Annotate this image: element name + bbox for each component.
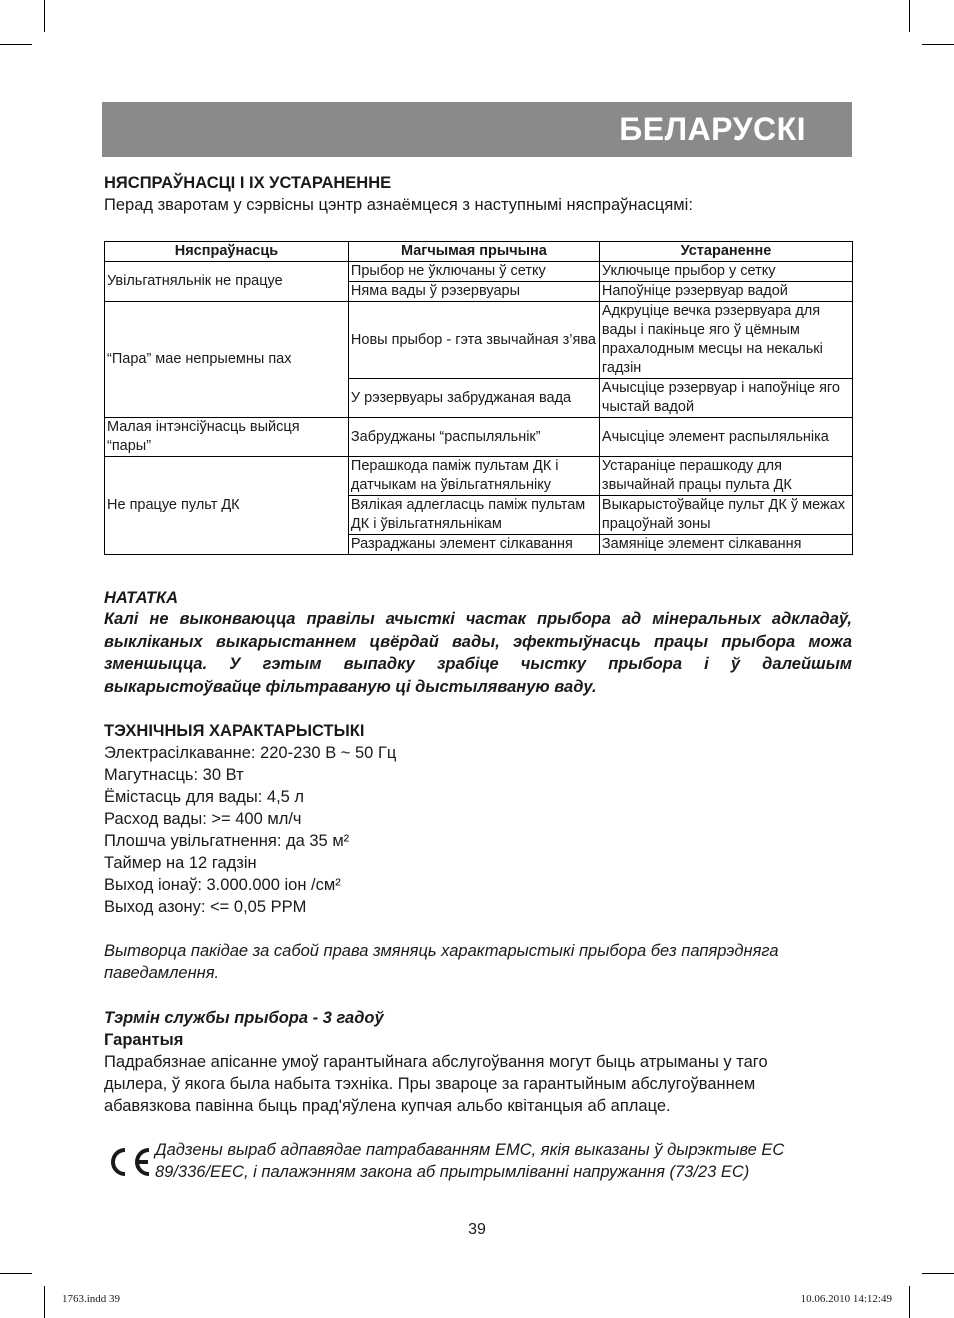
crop-mark xyxy=(44,0,45,32)
cause-cell: Няма вады ў рэзервуары xyxy=(348,282,599,302)
compliance-line: Дадзены выраб адпавядае патрабаванням EMC, якія выказаны ў дырэктыве EC xyxy=(155,1141,785,1159)
crop-mark xyxy=(922,1273,954,1274)
fix-cell: Ачысціце рэзервуар і напоўніце яго чыстай вадой xyxy=(599,379,852,418)
troubleshooting-table xyxy=(104,241,853,555)
crop-mark xyxy=(44,1286,45,1318)
cause-cell: Новы прыбор - гэта звычайная з’ява xyxy=(348,302,599,379)
file-slug: 1763.indd 39 xyxy=(62,1293,121,1305)
disclaimer-line: паведамлення. xyxy=(104,964,220,982)
specs-heading: ТЭХНІЧНЫЯ ХАРАКТАРЫСТЫКІ xyxy=(104,722,365,740)
cause-cell: Забруджаны “распыляльнік” xyxy=(348,418,599,457)
crop-mark xyxy=(909,1286,910,1318)
crop-mark xyxy=(0,44,32,45)
spec-line: Магутнасць: 30 Вт xyxy=(104,766,244,784)
fix-cell: Напоўніце рэзервуар вадой xyxy=(599,282,852,302)
fix-cell: Устараніце перашкоду для звычайнай працы пульта ДК xyxy=(599,457,852,496)
service-life: Тэрмін службы прыбора - 3 гадоў xyxy=(104,1009,384,1027)
column-header: Няспраўнасць xyxy=(105,242,349,262)
crop-mark xyxy=(922,44,954,45)
table-row xyxy=(105,302,853,379)
warranty-line: Падрабязнае апісанне умоў гарантыйнага абслугоўвання могут быць атрыманы у таго xyxy=(104,1053,768,1071)
fix-cell: Выкарыстоўвайце пульт ДК ў межах працоўнай зоны xyxy=(599,496,852,535)
troubleshooting-intro: Перад зваротам у сэрвісны цэнтр азнаёмцеся з наступнымі няспраўнасцямі: xyxy=(104,196,693,214)
warranty-heading: Гарантыя xyxy=(104,1031,184,1049)
fix-cell: Ачысціце элемент распыляльніка xyxy=(599,418,852,457)
spec-line: Выход іонаў: 3.000.000 іон /см² xyxy=(104,876,341,894)
fix-cell: Адкруціце вечка рэзервуара для вады і пакіньце яго ў цёмным прахалодным месцы на некалькі гадзін xyxy=(599,302,852,379)
language-banner xyxy=(102,102,852,157)
spec-line: Электрасілкаванне: 220-230 В ~ 50 Гц xyxy=(104,744,397,762)
spec-line: Плошча увільгатнення: да 35 м² xyxy=(104,832,350,850)
crop-mark xyxy=(0,1273,32,1274)
problem-cell: Увільгатняльнік не працуе xyxy=(105,262,349,302)
table-row xyxy=(105,418,853,457)
table-row xyxy=(105,457,853,496)
spec-line: Ёмістасць для вады: 4,5 л xyxy=(104,788,305,806)
cause-cell: Разраджаны элемент сілкавання xyxy=(348,535,599,555)
datetime-slug: 10.06.2010 14:12:49 xyxy=(800,1293,892,1305)
note-heading: НАТАТКА xyxy=(104,589,179,607)
cause-cell: У рэзервуары забруджаная вада xyxy=(348,379,599,418)
spec-line: Выход азону: <= 0,05 PPM xyxy=(104,898,307,916)
problem-cell: Малая інтэнсіўнасць выйсця “пары” xyxy=(105,418,349,457)
note-text: Калі не выконваюцца правілы ачысткі частак прыбора ад мінеральных адкладаў, выкліканых выкарыстаннем цвёрдай вады, эфектыўнасць працы прыбора можа зменшыцца. У гэтым выпадку зрабіце чыстку прыбора і ў далейшым выкарыстоўвайце фільтраваную ці дыстыляваную ваду. xyxy=(104,610,852,696)
warranty-line: абавязкова павінна быць прад'яўлена купчая альбо квітанцыя аб аплаце. xyxy=(104,1097,671,1115)
spec-line: Таймер на 12 гадзін xyxy=(104,854,257,872)
warranty-line: дылера, ў якога была набыта тэхніка. Пры звароце за гарантыйным абслугоўваннем xyxy=(104,1075,756,1093)
disclaimer-line: Вытворца пакідае за сабой права змяняць характарыстыкі прыбора без папярэдняга xyxy=(104,942,779,960)
page-number: 39 xyxy=(468,1221,486,1238)
ce-mark-icon xyxy=(106,1147,154,1177)
cause-cell: Перашкода паміж пультам ДК і датчыкам на ўвільгатняльніку xyxy=(348,457,599,496)
spec-line: Расход вады: >= 400 мл/ч xyxy=(104,810,302,828)
problem-cell: Не працуе пульт ДК xyxy=(105,457,349,555)
troubleshooting-heading: НЯСПРАЎНАСЦІ І ІХ УСТАРАНЕННЕ xyxy=(104,174,392,192)
table-row xyxy=(105,262,853,282)
cause-cell: Прыбор не ўключаны ў сетку xyxy=(348,262,599,282)
compliance-line: 89/336/EEC, і палажэнням закона аб прытрымліванні напружання (73/23 EC) xyxy=(155,1163,750,1181)
column-header: Магчымая прычына xyxy=(348,242,599,262)
column-header: Устараненне xyxy=(599,242,852,262)
crop-mark xyxy=(909,0,910,32)
table-header-row xyxy=(105,242,853,262)
problem-cell: “Пара” мае непрыемны пах xyxy=(105,302,349,418)
cause-cell: Вялікая адлегласць паміж пультам ДК і ўвільгатняльнікам xyxy=(348,496,599,535)
fix-cell: Уключыце прыбор у сетку xyxy=(599,262,852,282)
page-title: БЕЛАРУСКІ xyxy=(619,111,806,147)
fix-cell: Замяніце элемент сілкавання xyxy=(599,535,852,555)
